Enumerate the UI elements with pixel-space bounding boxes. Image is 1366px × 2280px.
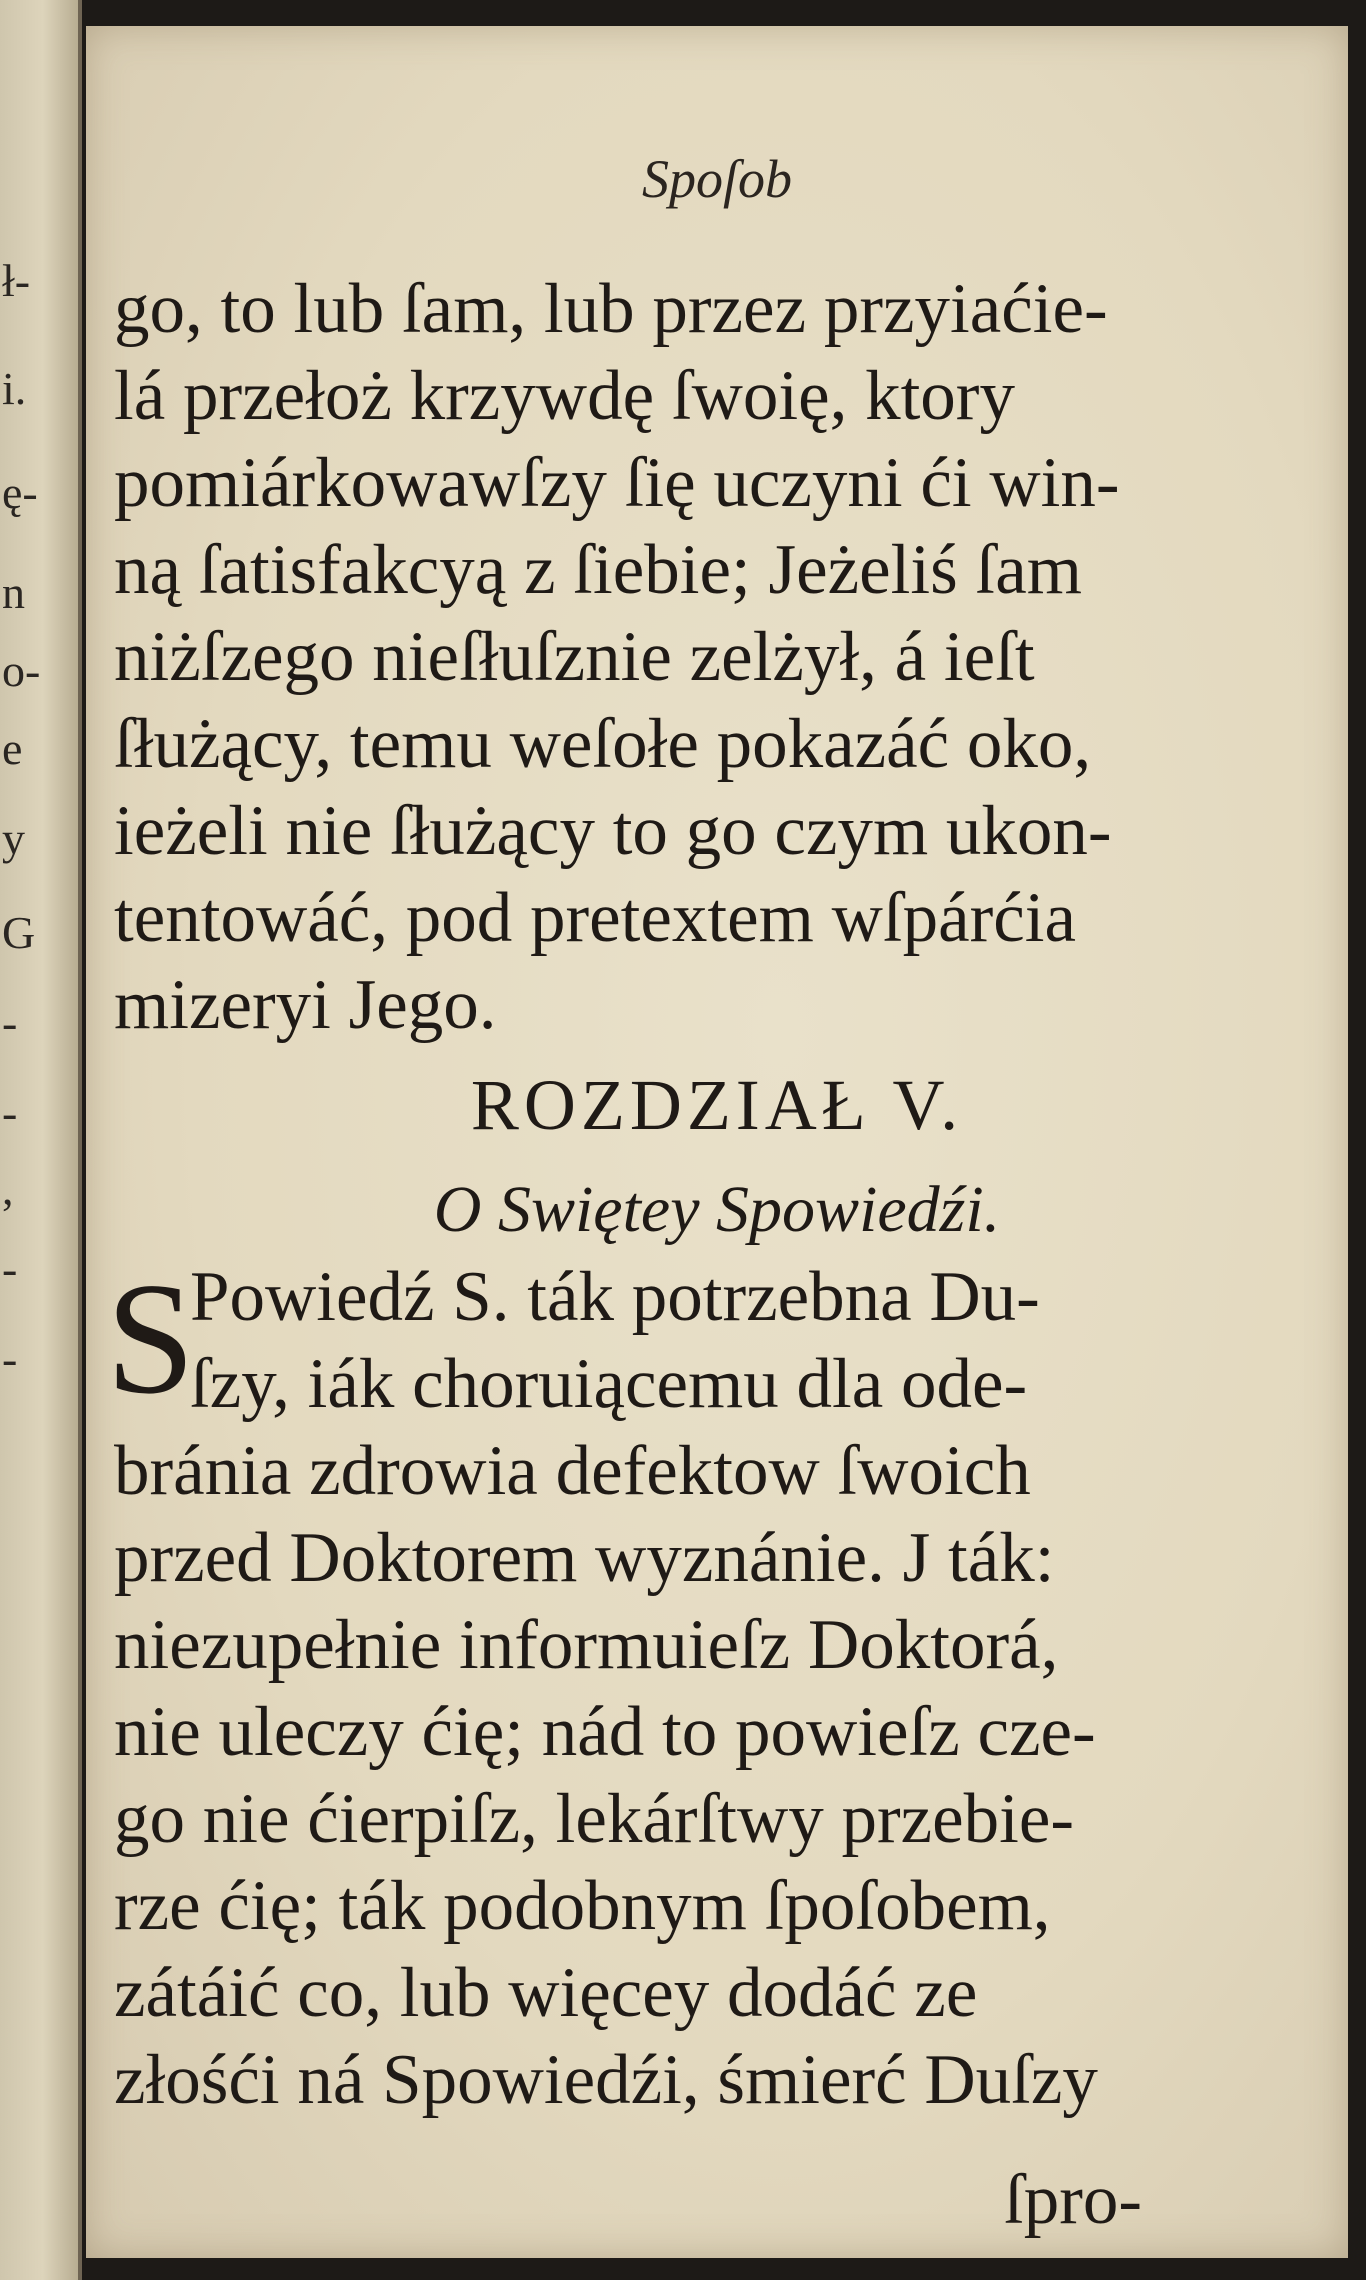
margin-fragment: - (2, 1087, 18, 1138)
text-line: rze ćię; ták podobnym ſpoſobem, (114, 1867, 1051, 1945)
text-line: ſłużący, temu weſołe pokazáć oko, (114, 705, 1092, 783)
text-line: ieżeli nie ſłużący to go czym ukon- (114, 792, 1112, 870)
margin-fragment: y (2, 813, 25, 864)
margin-fragment: - (2, 1333, 18, 1384)
margin-fragment: - (2, 997, 18, 1048)
catchword: ſpro- (1004, 2161, 1143, 2239)
text-line: niezupełnie informuieſz Doktorá, (114, 1606, 1059, 1684)
chapter-subtitle: O Swiętey Spowiedźi. (433, 1173, 1001, 1246)
margin-fragment: n (2, 567, 25, 618)
text-line: mizeryi Jego. (114, 966, 497, 1044)
margin-fragment: , (2, 1163, 14, 1214)
chapter-heading: ROZDZIAŁ V. (470, 1065, 964, 1145)
text-line: Powiedź S. ták potrzebna Du- (190, 1258, 1040, 1336)
margin-fragment: i. (2, 363, 27, 414)
text-line: go, to lub ſam, lub przez przyiaćie- (114, 270, 1108, 348)
text-line: złośći ná Spowiedźi, śmierć Duſzy (114, 2041, 1098, 2119)
text-line: lá przełoż krzywdę ſwoię, ktory (114, 357, 1015, 435)
margin-fragment: G (2, 907, 36, 958)
text-line: tentowáć, pod pretextem wſpárćia (114, 879, 1077, 957)
text-line: nie uleczy ćię; nád to powieſz cze- (114, 1693, 1096, 1771)
text-line: ſzy, iák choruiącemu dla ode- (190, 1345, 1028, 1423)
text-line: bránia zdrowia defektow ſwoich (114, 1432, 1031, 1510)
text-line: przed Doktorem wyznánie. J ták: (114, 1519, 1055, 1597)
text-line: niżſzego nieſłuſznie zelżył, á ieſt (114, 618, 1035, 696)
drop-cap: S (106, 1249, 195, 1427)
text-line: zátáić co, lub więcey dodáć ze (114, 1954, 978, 2032)
margin-fragment: ł- (2, 255, 31, 306)
text-line: go nie ćierpiſz, lekárſtwy przebie- (114, 1780, 1075, 1858)
margin-fragment: o- (2, 645, 41, 696)
margin-fragment: ę- (2, 467, 38, 518)
book-page (86, 26, 1348, 2258)
margin-fragment: e (2, 723, 23, 774)
previous-page-edge (0, 0, 82, 2280)
margin-fragment: - (2, 1243, 18, 1294)
running-head: Spoſob (641, 149, 792, 209)
text-line: pomiárkowawſzy ſię uczyni ći win- (114, 444, 1120, 522)
text-line: ną ſatisfakcyą z ſiebie; Jeżeliś ſam (114, 531, 1082, 609)
